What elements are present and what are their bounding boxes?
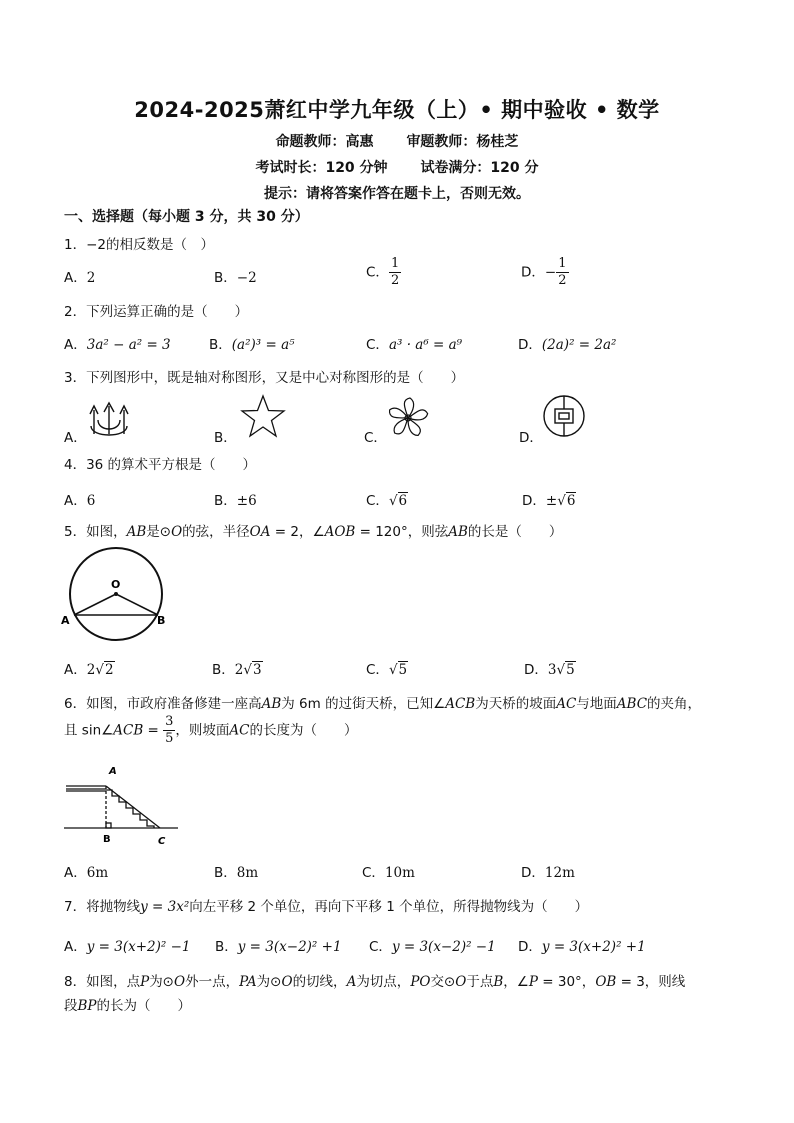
minus-sign: − bbox=[544, 264, 557, 281]
question-1-stem: 1．−2的相反数是（ ） bbox=[64, 237, 214, 253]
q2-option-a bbox=[64, 333, 171, 353]
stem-text: 为⊙ bbox=[256, 974, 282, 990]
fraction bbox=[389, 256, 401, 289]
option-label: A． bbox=[64, 939, 87, 955]
stem-text: 的弦，半径 bbox=[182, 524, 250, 540]
math-var: P bbox=[528, 974, 538, 990]
coefficient: 2 bbox=[86, 662, 96, 678]
coin-figure bbox=[542, 394, 586, 438]
option-label: D． bbox=[521, 264, 545, 281]
question-8-line-2 bbox=[64, 994, 191, 1014]
stem-text: = 3，则线 bbox=[616, 974, 686, 990]
fraction bbox=[163, 714, 175, 747]
label-b: B bbox=[157, 614, 166, 627]
option-label: B． bbox=[214, 493, 237, 509]
sqrt-expression: √3 bbox=[243, 662, 262, 678]
stem-text: 为 6m 的过街天桥，已知∠ bbox=[281, 696, 446, 712]
option-label: A． bbox=[64, 662, 87, 678]
q5-option-b bbox=[212, 658, 263, 678]
coefficient: 3 bbox=[547, 662, 557, 678]
q6-option-a bbox=[64, 861, 108, 881]
notice-text: 提示：请将答案作答在题卡上，否则无效。 bbox=[264, 186, 530, 202]
option-label: B． bbox=[214, 865, 237, 881]
option-label: C． bbox=[369, 939, 392, 955]
radicand: 3 bbox=[252, 662, 262, 678]
star-figure bbox=[240, 394, 286, 438]
option-label: B． bbox=[209, 337, 232, 353]
math-var: OB bbox=[595, 974, 617, 990]
option-value: y = 3(x+2)² −1 bbox=[86, 939, 191, 955]
plus-minus-sign: ± bbox=[545, 493, 558, 509]
math-var: ACB bbox=[445, 696, 476, 712]
option-value: 3a² − a² = 3 bbox=[86, 337, 171, 353]
question-5-stem bbox=[64, 520, 562, 540]
stem-text: 8．如图，点 bbox=[64, 974, 141, 990]
q2-option-d bbox=[518, 333, 616, 353]
setter-text: 命题教师：高惠 bbox=[275, 134, 374, 150]
math-var: O bbox=[455, 974, 467, 990]
question-4-stem: 4．36 的算术平方根是（ ） bbox=[64, 457, 257, 473]
section-heading: 一、选择题（每小题 3 分，共 30 分） bbox=[64, 209, 309, 225]
q5-option-a bbox=[64, 658, 115, 678]
option-label: C． bbox=[366, 493, 389, 509]
option-label: A． bbox=[64, 337, 87, 353]
option-value: 10m bbox=[384, 865, 415, 881]
numerator: 1 bbox=[390, 256, 400, 271]
q3-option-c: C． bbox=[364, 430, 387, 446]
sqrt-expression: √5 bbox=[388, 662, 408, 678]
math-var: AC bbox=[556, 696, 577, 712]
q7-option-c bbox=[369, 935, 496, 955]
option-label: D． bbox=[518, 337, 542, 353]
stem-text: ，则坡面 bbox=[175, 722, 230, 739]
math-var: AB bbox=[261, 696, 282, 712]
math-var: O bbox=[174, 974, 186, 990]
stem-text: 向左平移 2 个单位，再向下平移 1 个单位，所得抛物线为（ ） bbox=[189, 899, 589, 915]
q1-option-a bbox=[64, 266, 95, 286]
q6-option-b bbox=[214, 861, 258, 881]
radicand: 5 bbox=[566, 662, 575, 678]
math-var: P bbox=[140, 974, 150, 990]
radicand: 6 bbox=[398, 493, 408, 509]
fraction bbox=[556, 256, 568, 289]
exam-info-line bbox=[0, 157, 794, 177]
math-var: B bbox=[493, 974, 504, 990]
score-text: 试卷满分：120 分 bbox=[420, 160, 539, 176]
math-var: O bbox=[171, 524, 183, 540]
math-var: OA bbox=[249, 524, 271, 540]
q3-option-a: A． bbox=[64, 430, 87, 446]
option-value: −2 bbox=[236, 270, 257, 286]
q3-option-b: B． bbox=[214, 430, 237, 446]
stem-text: = bbox=[143, 722, 164, 739]
label-a: A bbox=[109, 766, 117, 777]
stem-text: 6．如图，市政府准备修建一座高 bbox=[64, 696, 262, 712]
option-value: y = 3(x−2)² +1 bbox=[237, 939, 342, 955]
option-label: B． bbox=[212, 662, 235, 678]
stem-text: 是⊙ bbox=[146, 524, 172, 540]
q6-option-d bbox=[521, 861, 575, 881]
math-var: ACB bbox=[113, 722, 144, 739]
stem-text: 且 sin∠ bbox=[64, 722, 114, 739]
question-6-line-1 bbox=[64, 692, 701, 712]
q1-option-c bbox=[366, 256, 401, 289]
stem-text: 的夹角， bbox=[647, 696, 702, 712]
option-label: D． bbox=[524, 662, 548, 678]
stem-text: 交⊙ bbox=[430, 974, 456, 990]
stem-text: 段 bbox=[64, 998, 78, 1014]
option-value: a³ · a⁶ = a⁹ bbox=[388, 337, 463, 353]
reviewer-text: 审题教师：杨桂芝 bbox=[406, 134, 519, 150]
q7-option-d bbox=[518, 935, 646, 955]
stem-text: 7．将抛物线 bbox=[64, 899, 141, 915]
option-value: 6 bbox=[86, 493, 96, 509]
q4-option-d bbox=[522, 489, 576, 509]
math-expression: y = 3x² bbox=[140, 899, 190, 915]
option-label: A． bbox=[64, 493, 87, 509]
stem-text: 的长度为（ ） bbox=[249, 722, 358, 739]
denominator: 2 bbox=[558, 273, 567, 288]
option-value: (2a)² = 2a² bbox=[541, 337, 617, 353]
q1-option-b bbox=[214, 266, 257, 286]
q7-option-b bbox=[215, 935, 342, 955]
math-var: PA bbox=[239, 974, 257, 990]
q4-option-c bbox=[366, 489, 408, 509]
math-var: AB bbox=[126, 524, 147, 540]
stem-text: = 2，∠ bbox=[270, 524, 325, 540]
pinwheel-figure bbox=[386, 396, 430, 440]
stem-text: 外一点， bbox=[185, 974, 240, 990]
sqrt-expression: √6 bbox=[557, 493, 576, 509]
option-label: D． bbox=[521, 865, 545, 881]
stem-text: 的长是（ ） bbox=[467, 524, 563, 540]
q4-option-a bbox=[64, 489, 95, 509]
stem-text: 为切点， bbox=[356, 974, 411, 990]
q6-option-c bbox=[362, 861, 415, 881]
option-value: y = 3(x+2)² +1 bbox=[541, 939, 646, 955]
question-8-line-1 bbox=[64, 970, 685, 990]
question-2-stem: 2．下列运算正确的是（ ） bbox=[64, 304, 249, 320]
denominator: 5 bbox=[165, 731, 174, 746]
denominator: 2 bbox=[390, 273, 400, 288]
stem-text: 为天桥的坡面 bbox=[475, 696, 557, 712]
label-c: C bbox=[158, 836, 166, 847]
option-value: 2 bbox=[86, 270, 96, 286]
radicand: 2 bbox=[104, 662, 114, 678]
option-label: C． bbox=[362, 865, 385, 881]
math-var: AC bbox=[229, 722, 250, 739]
question-6-line-2 bbox=[64, 714, 358, 747]
option-label: C． bbox=[366, 337, 389, 353]
option-label: D． bbox=[518, 939, 542, 955]
stem-text: 为⊙ bbox=[149, 974, 174, 990]
option-value: 6m bbox=[86, 865, 109, 881]
q7-option-a bbox=[64, 935, 191, 955]
label-b: B bbox=[103, 834, 111, 845]
radicand: 6 bbox=[566, 493, 576, 509]
stem-text: 于点 bbox=[466, 974, 494, 990]
option-value: 8m bbox=[236, 865, 259, 881]
math-var: A bbox=[346, 974, 357, 990]
q2-option-c bbox=[366, 333, 462, 353]
sqrt-expression: √6 bbox=[388, 493, 408, 509]
math-var: AOB bbox=[324, 524, 356, 540]
option-value: ±6 bbox=[236, 493, 257, 509]
stem-text: = 30°， bbox=[537, 974, 596, 990]
math-var: BP bbox=[77, 998, 97, 1014]
option-label: C． bbox=[366, 264, 389, 281]
bridge-stairs-figure bbox=[62, 760, 182, 848]
option-label: A． bbox=[64, 270, 87, 286]
teacher-line bbox=[0, 131, 794, 151]
stem-text: 的切线， bbox=[292, 974, 347, 990]
option-label: D． bbox=[522, 493, 546, 509]
math-var: AB bbox=[448, 524, 468, 540]
q3-option-d: D． bbox=[519, 430, 543, 446]
q1-option-d bbox=[521, 256, 569, 289]
stem-text: 的长为（ ） bbox=[96, 998, 192, 1014]
numerator: 1 bbox=[558, 256, 567, 271]
math-var: PO bbox=[410, 974, 431, 990]
stem-text: = 120°，则弦 bbox=[355, 524, 449, 540]
sqrt-expression: √5 bbox=[556, 662, 575, 678]
three-arrows-figure bbox=[86, 400, 132, 440]
numerator: 3 bbox=[165, 714, 174, 729]
q2-option-b bbox=[209, 333, 295, 353]
q5-option-c bbox=[366, 658, 408, 678]
duration-text: 考试时长：120 分钟 bbox=[255, 160, 388, 176]
option-label: A． bbox=[64, 865, 87, 881]
stem-text: 与地面 bbox=[576, 696, 617, 712]
math-var: ABC bbox=[616, 696, 648, 712]
math-var: O bbox=[281, 974, 293, 990]
label-o: O bbox=[111, 578, 121, 591]
stem-text: 5．如图， bbox=[64, 524, 127, 540]
option-label: C． bbox=[366, 662, 389, 678]
stem-text: ，∠ bbox=[503, 974, 529, 990]
option-value: 12m bbox=[544, 865, 575, 881]
radicand: 5 bbox=[398, 662, 408, 678]
option-label: B． bbox=[215, 939, 238, 955]
coefficient: 2 bbox=[234, 662, 244, 678]
label-a: A bbox=[61, 614, 70, 627]
q5-option-d bbox=[524, 658, 576, 678]
q4-option-b bbox=[214, 489, 257, 509]
question-3-stem: 3．下列图形中，既是轴对称图形，又是中心对称图形的是（ ） bbox=[64, 370, 465, 386]
option-label: B． bbox=[214, 270, 237, 286]
circle-chord-figure bbox=[62, 548, 172, 640]
option-value: (a²)³ = a⁵ bbox=[231, 337, 295, 353]
option-value: y = 3(x−2)² −1 bbox=[391, 939, 496, 955]
page-title: 2024-2025萧红中学九年级（上）• 期中验收 • 数学 bbox=[134, 98, 660, 122]
sqrt-expression: √2 bbox=[95, 662, 114, 678]
question-7-stem bbox=[64, 895, 588, 915]
